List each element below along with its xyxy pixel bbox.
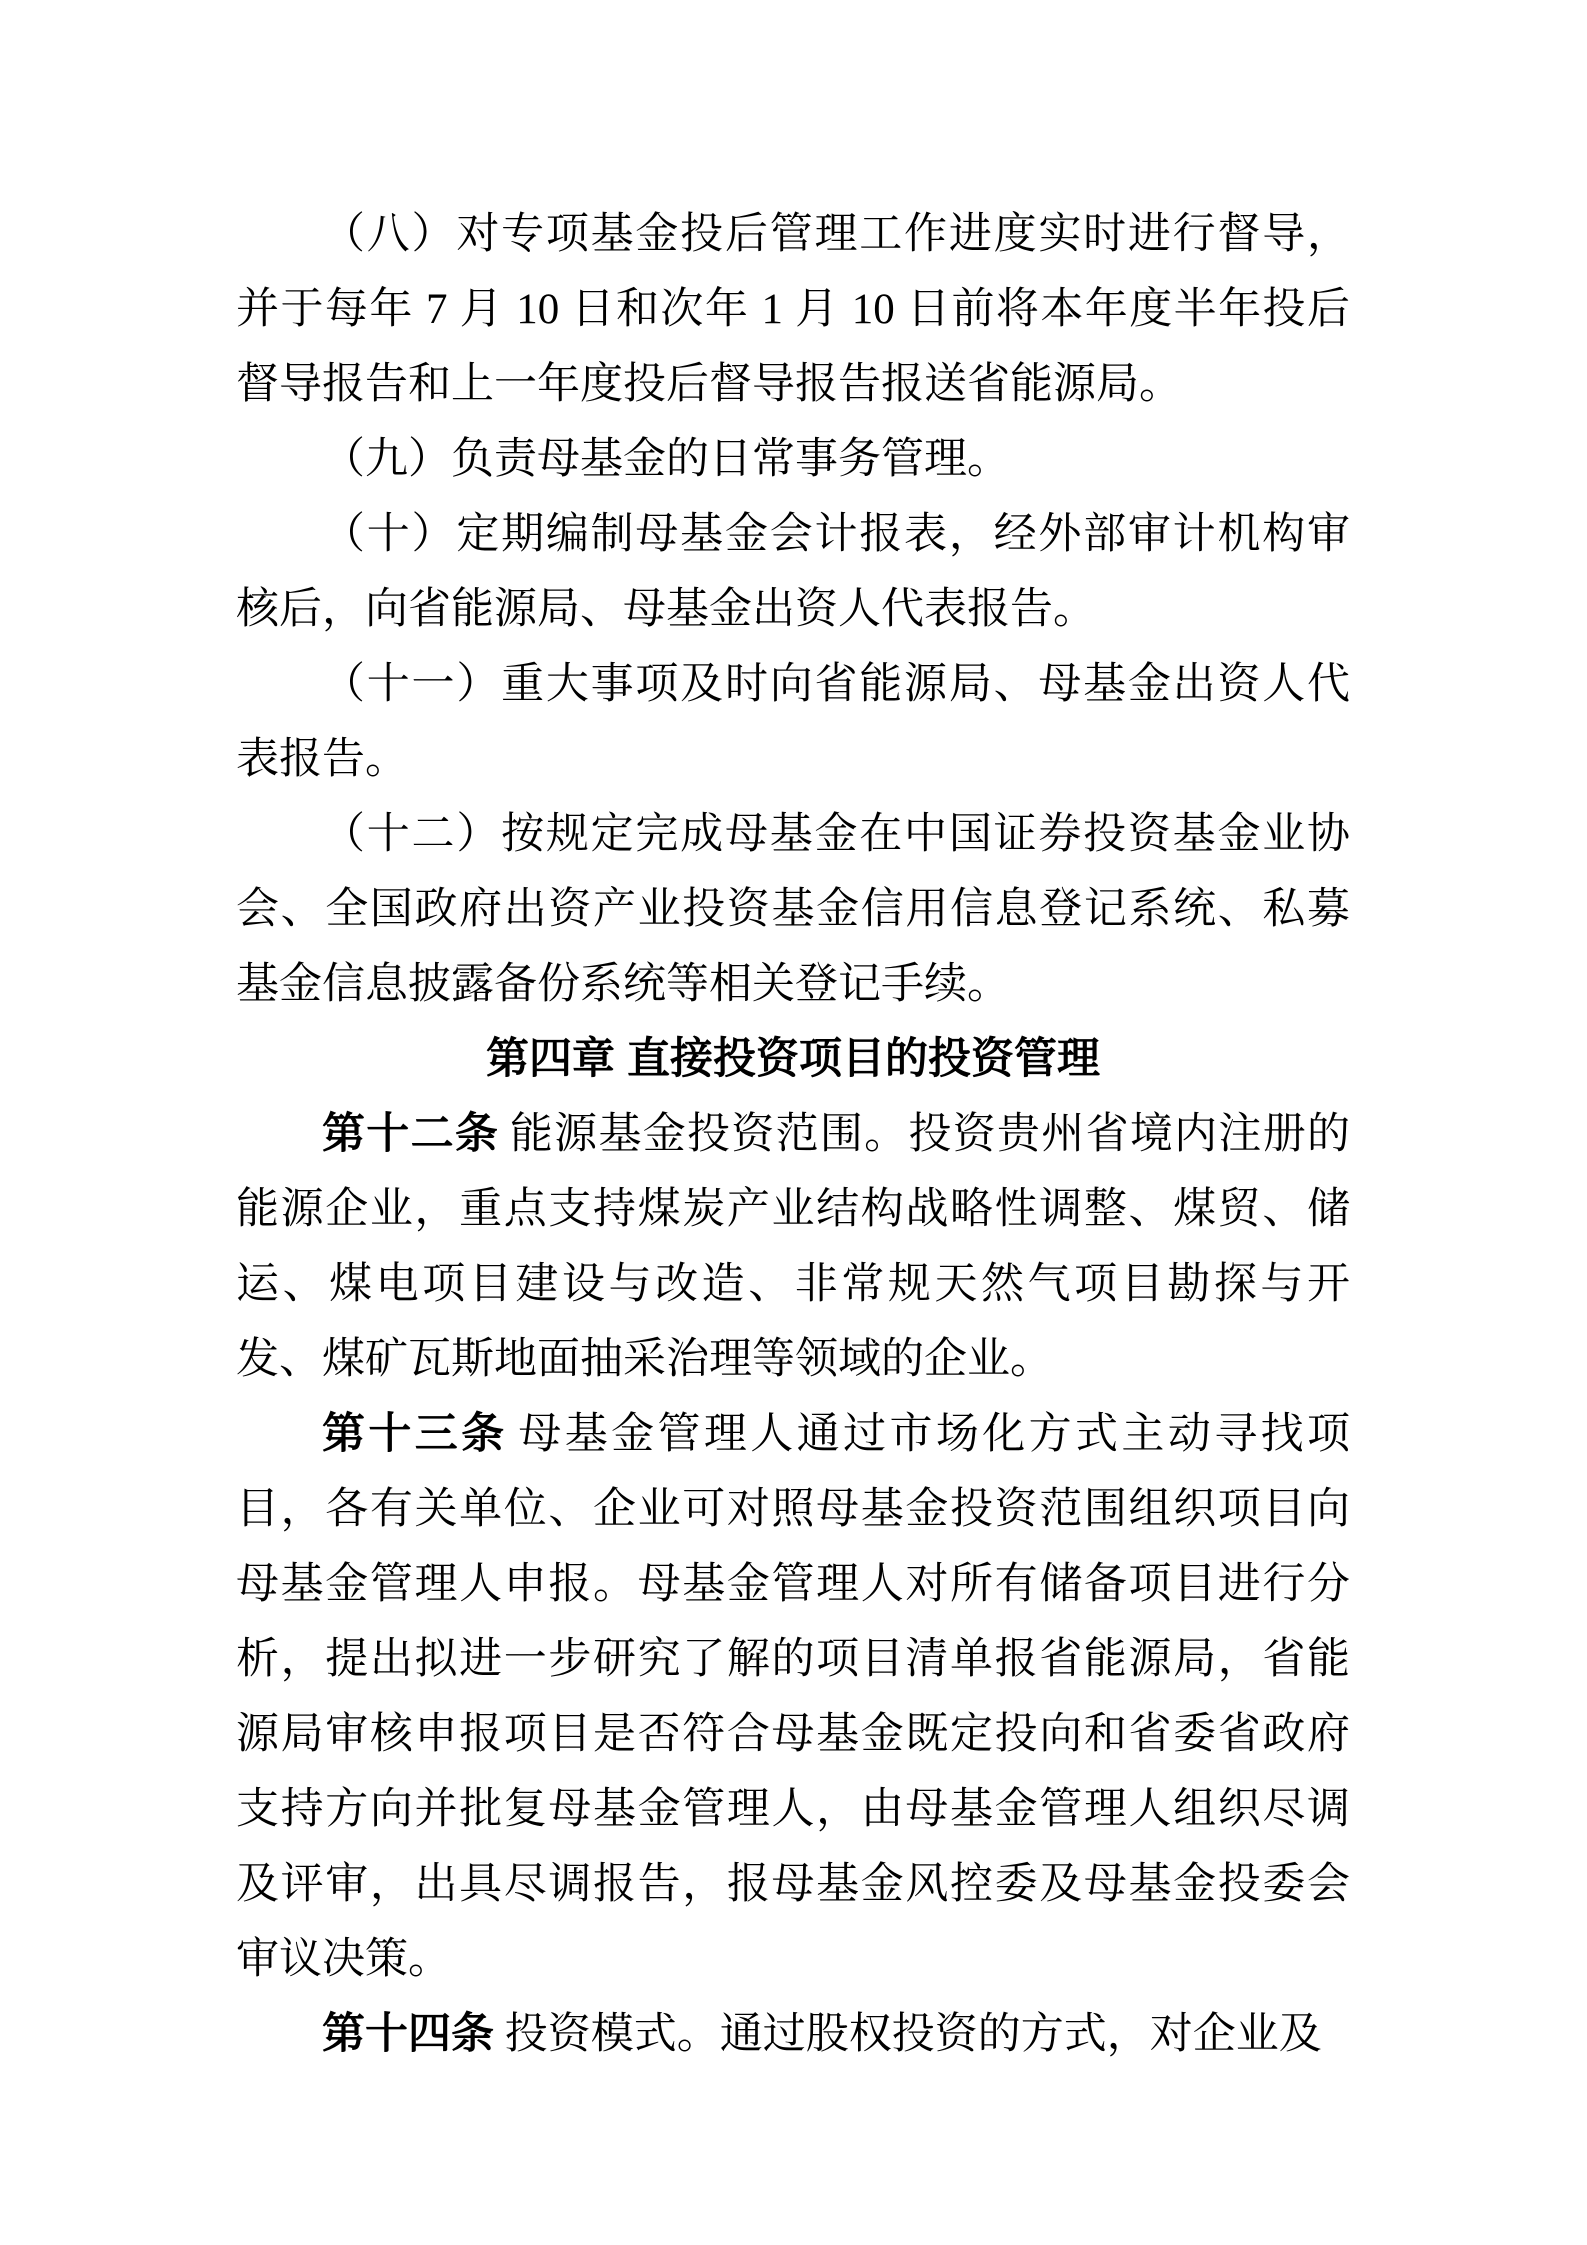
paragraph-text: （九）负责母基金的日常事务管理。	[322, 436, 1010, 483]
paragraph	[236, 422, 1350, 497]
chapter-heading	[236, 1022, 1350, 1097]
article-term: 第十三条	[322, 1410, 508, 1458]
article-term: 第十四条	[322, 2010, 494, 2058]
paragraph	[236, 647, 1350, 797]
paragraph	[236, 197, 1350, 422]
paragraph-text: 母基金管理人通过市场化方式主动寻找项目，各有关单位、企业可对照母基金投资范围组织项目向母基金管理人申报。母基金管理人对所有储备项目进行分析，提出拟进一步研究了解的项目清单报省能源局，省能源局审核申报项目是否符合母基金既定投向和省委省政府支持方向并批复母基金管理人，由母基金管理人组织尽调及评审，出具尽调报告，报母基金风控委及母基金投委会审议决策。	[236, 1411, 1351, 1983]
paragraph	[236, 1397, 1350, 1997]
paragraph-text: （十一）重大事项及时向省能源局、母基金出资人代表报告。	[236, 661, 1350, 783]
paragraph	[236, 1997, 1350, 2072]
document-content	[236, 197, 1350, 2072]
paragraph-text: （八）对专项基金投后管理工作进度实时进行督导，并于每年 7 月 10 日和次年 1 月 10 日前将本年度半年投后督导报告和上一年度投后督导报告报送省能源局。	[236, 211, 1350, 408]
paragraph	[236, 1097, 1350, 1397]
paragraph-text: （十）定期编制母基金会计报表，经外部审计机构审核后，向省能源局、母基金出资人代表报告。	[236, 511, 1350, 633]
chapter-heading-text: 第四章 直接投资项目的投资管理	[486, 1035, 1100, 1083]
paragraph	[236, 497, 1350, 647]
paragraph	[236, 797, 1350, 1022]
paragraph-text: 能源基金投资范围。投资贵州省境内注册的能源企业，重点支持煤炭产业结构战略性调整、煤贸、储运、煤电项目建设与改造、非常规天然气项目勘探与开发、煤矿瓦斯地面抽采治理等领域的企业。	[236, 1111, 1351, 1383]
paragraph-text: （十二）按规定完成母基金在中国证券投资基金业协会、全国政府出资产业投资基金信用信息登记系统、私募基金信息披露备份系统等相关登记手续。	[236, 811, 1350, 1008]
article-term: 第十二条	[322, 1110, 500, 1158]
paragraph-text: 投资模式。通过股权投资的方式，对企业及	[504, 2011, 1322, 2058]
